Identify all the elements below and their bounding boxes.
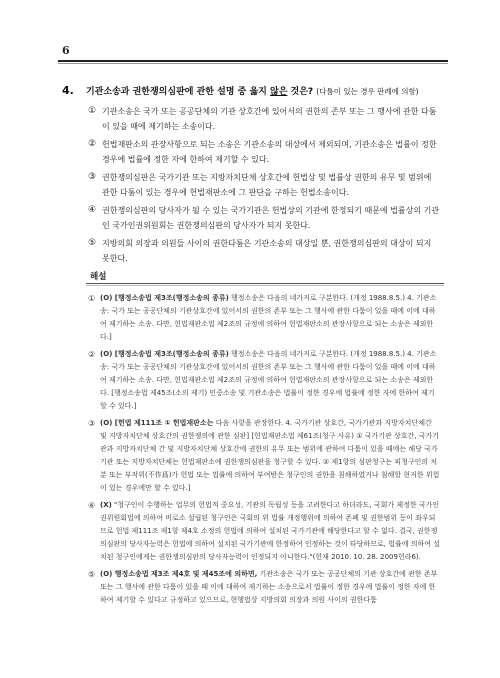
explanation-item-1 xyxy=(88,292,440,344)
explanation-item-5 xyxy=(88,568,440,607)
explanation-label: (O) [행정소송법 제3조(행정소송의 종류) xyxy=(100,294,229,302)
explanation-item-3 xyxy=(88,417,440,495)
explanation-text xyxy=(100,499,440,564)
choice-text: 헌법재판소의 관장사항으로 되는 소송은 기관소송의 대상에서 제외되며, 기관소송은 법률이 정한 경우에 법률에 정한 자에 한하여 제기할 수 있다. xyxy=(102,140,437,164)
explanation-title: 해설 xyxy=(90,272,107,282)
explanation-label: (X) xyxy=(100,501,112,509)
explanation-marker: ④ xyxy=(88,501,96,510)
page-number: 6 xyxy=(62,44,70,57)
explanation-text xyxy=(100,568,440,607)
choice-4[interactable] xyxy=(88,203,440,233)
choice-text: 권한쟁의심판은 국가기관 또는 지방자치단체 상호간에 헌법상 및 법률상 권한의 유무 및 범위에 관한 다툼이 있는 경우에 헌법재판소에 그 판단을 구하는 헌법소송이다. xyxy=(102,173,432,197)
choice-5[interactable] xyxy=(88,236,440,266)
stem-underlined: 않은 xyxy=(270,87,288,97)
explanation-text xyxy=(100,292,440,344)
explanation-content: 행정소송은 다음의 네가지로 구분한다. (개정 1988.8.5.) 4. 기관소송: 국가 또는 공공단체의 기관상호간에 있어서의 권한의 존부 또는 그 행사에 관한 다툼이 있을 때에 이에 대하여 제기하는 소송. 다만, 헌법재판소법 제2조의 규정에 의하여 헌법재판소의 관장사항으로 되는 소송은 제외한다.] xyxy=(100,294,437,341)
choice-text: 권한쟁의심판의 당사자가 될 수 있는 국가기관은 헌법상의 기관에 한정되기 때문에 법률상의 기관인 국가인권위원회는 권한쟁의심판의 당사자가 되지 못한다. xyxy=(102,206,440,230)
stem-start: 기관소송과 권한쟁의심판에 관한 설명 중 옳지 xyxy=(86,87,270,97)
explanation-text xyxy=(100,417,440,495)
choice-text: 지방의회 의장과 의원들 사이의 권한다툼은 기관소송의 대상일 뿐, 권한쟁의심판의 대상이 되지 못한다. xyxy=(102,239,432,263)
explanation-rule-thin xyxy=(86,285,444,286)
choice-2[interactable] xyxy=(88,137,440,167)
explanation-marker: ③ xyxy=(88,419,96,428)
choice-marker: ⑤ xyxy=(88,238,97,248)
explanation-rule xyxy=(86,283,444,284)
explanation-label: (O) [헌법 제111조 ① 헌법재판소는 xyxy=(100,419,214,427)
explanation-content: "청구인이 수행하는 업무의 헌법적 중요성, 기관의 독립성 등을 고려한다고 하더라도, 국회가 제정한 국가인권위원회법에 의하여 비로소 설립된 청구인은 국회의 위 법률 개정행위에 의하여 존폐 및 권한범위 등이 좌우되므로 헌법 제111조 제1항 제4호 소정의 헌법에 의하여 설치된 국가기관에 해당한다고 할 수 없다. 결국, 권한쟁의심판의 당사자능력은 헌법에 의하여 설치된 국가기관에 한정하여 인정하는 것이 타당하므로, 법률에 의하여 설치된 청구인에게는 권한쟁의심판의 당사자능력이 인정되지 아니한다."(헌재 2010. 10. 28. 2009헌라6). xyxy=(100,501,440,561)
explanation-label: (O) 행정소송법 제3조 제4호 및 제45조에 의하면, xyxy=(100,570,258,578)
explanation-item-2 xyxy=(88,348,440,413)
explanation-item-4 xyxy=(88,499,440,564)
question-number: 4. xyxy=(62,84,74,97)
choice-marker: ② xyxy=(88,139,97,149)
explanation-content: 기관소송은 국가 또는 공공단체의 기관 상호간에 관한 존부 또는 그 행사에 관한 다툼이 있을 때 이에 대하여 제기하는 소송으로서 법률이 정한 경우에 법률이 정한 자에 한하여 제기할 수 있다고 규정하고 있으므로, 현행법상 지방의회 의장과 의원 사이의 권한다툼 xyxy=(100,570,438,604)
explanation-label: (O) [행정소송법 제3조(행정소송의 종류) xyxy=(100,350,229,358)
header-rule-thin xyxy=(58,63,448,64)
answer-choices xyxy=(88,104,440,269)
explanation-marker: ② xyxy=(88,350,96,359)
explanation-content: 행정소송은 다음의 네가지로 구분한다. (개정 1988.8.5.) 4. 기관소송: 국가 또는 공공단체의 기관상호간에 있어서의 권한의 존부 또는 그 행사에 관한 다툼이 있을 때에 이에 대하여 제기하는 소송. 다만, 헌법재판소법 제2조의 규정에 의하여 헌법재판소의 관장사항으로 되는 소송은 제외한다. [행정소송법 제45조(소의 제기) 민중소송 및 기관소송은 법률이 정한 경우에 법률에 정한 자에 한하여 제기할 수 있다.] xyxy=(100,350,437,410)
stem-end: 것은? xyxy=(287,87,317,97)
explanation-text xyxy=(100,348,440,413)
question-stem xyxy=(86,84,446,97)
explanation-body xyxy=(88,292,440,611)
header-rule xyxy=(58,60,448,62)
choice-marker: ④ xyxy=(88,205,97,215)
explanation-marker: ① xyxy=(88,294,96,303)
choice-text: 기관소송은 국가 또는 공공단체의 기관 상호간에 있어서의 권한의 존부 또는 그 행사에 관한 다툼이 있을 때에 제기하는 소송이다. xyxy=(102,107,437,131)
choice-marker: ① xyxy=(88,106,97,116)
explanation-content: 다음 사항을 관장한다. 4. 국가기관 상호간, 국가기관과 지방자치단체간 및 지방자치단체 상호간의 권한쟁의에 관한 심판] [헌법재판소법 제61조(청구 사유) ① 국가기관 상호간, 국가기관과 지방자치단체 간 및 지방자치단체 상호간에 권한의 유무 또는 범위에 관하여 다툼이 있을 때에는 해당 국가기관 또는 지방자치단체는 헌법재판소에 권한쟁의심판을 청구할 수 있다. ② 제1항의 심판청구는 피청구인의 처분 또는 부작위(不作爲)가 헌법 또는 법률에 의하여 부여받은 청구인의 권한을 침해하였거나 침해할 현저한 위험이 있는 경우에만 할 수 있다.] xyxy=(100,419,440,492)
choice-1[interactable] xyxy=(88,104,440,134)
stem-note: (다툼이 있는 경우 판례에 의함) xyxy=(316,87,419,96)
choice-3[interactable] xyxy=(88,170,440,200)
explanation-marker: ⑤ xyxy=(88,570,96,579)
choice-marker: ③ xyxy=(88,172,97,182)
